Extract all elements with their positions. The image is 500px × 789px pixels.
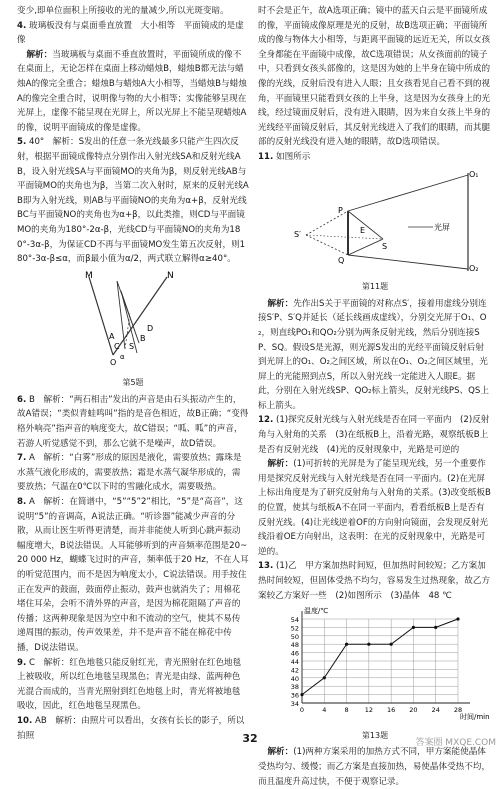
temperature-line bbox=[302, 619, 458, 695]
data-point bbox=[434, 626, 437, 629]
fig11-label-o1: O₁ bbox=[469, 169, 479, 179]
mirror-screen-diagram bbox=[258, 167, 492, 275]
y-tick-label: 46 bbox=[290, 649, 299, 658]
fig11-label-o2: O₂ bbox=[469, 263, 479, 273]
x-tick-label: 24 bbox=[431, 706, 440, 715]
page-number: 32 bbox=[242, 732, 258, 745]
item-text: 如图所示 bbox=[275, 151, 311, 162]
x-tick-label: 16 bbox=[387, 706, 396, 715]
explanation-label: 解析： bbox=[267, 459, 294, 470]
figure-11 bbox=[258, 167, 492, 295]
explanation bbox=[258, 457, 492, 559]
item-text: 玻璃板没有与桌面垂直放置 大小相等 平面镜成的是虚像 bbox=[17, 20, 244, 46]
explanation-label: 解析： bbox=[267, 298, 294, 309]
fig11-label-q: Q bbox=[338, 255, 345, 265]
answer-item bbox=[17, 495, 249, 656]
fig5-label-d: D bbox=[147, 323, 154, 333]
paragraph-continued: 变少,即单位面积上所接收的光的量减少,所以光斑变暗。 bbox=[17, 6, 229, 16]
fig11-screen-label: 光屏 bbox=[434, 222, 450, 232]
item-text: A 解析：在简谱中，“5”“5”2”相比，“5”是“高音”，这说明“5”的音调高，A说法正确。“听诊器”能减少声音的分散，从而让医生听得更清楚，而并非能使人听到心跳声振动幅度增大，B说法错误。人耳能够听到的声音频率范围是20~20 000 Hz，蝴蝶飞过时的声音，频率低于20 Hz，不在人耳的听觉范围内，而不是因为响度太小，C说法错误。用手按住正在发声的鼓面，鼓面停止振动，鼓声也就消失了；用棉花堵住耳朵，会听不清外界的声音，是因为棉花阻隔了声音的传播；这两种现象是因为空中和不流动的空气，使其不易传递周围的振动，传声效果差，并不是声音不能在棉花中传播，D说法错误。 bbox=[17, 497, 249, 653]
answer-item bbox=[17, 19, 249, 48]
explanation-text: (1)可折转的光屏是为了能呈现光线，另一个重要作用是探究反射光线与入射光线是否在同一平面内。(2)在光屏上标出角度是为了研究反射角与入射角的关系。(3)改变纸板B的位置，使其与纸板A不在同一平面内，看看纸板B上是否有反射光线。(4)让光线逆着OF的方向射向镜面，会发现反射光线沿着OE方向射出，这表明：在光的反射现象中，光路是可逆的。 bbox=[258, 459, 491, 557]
figure-13 bbox=[258, 605, 492, 743]
item-number: 7. bbox=[17, 453, 27, 464]
explanation-label: 解析： bbox=[267, 747, 294, 758]
y-tick-label: 48 bbox=[290, 641, 299, 650]
fig5-label-o: O bbox=[110, 357, 117, 367]
explanation-label: 解析： bbox=[26, 49, 53, 60]
answer-item bbox=[17, 393, 249, 451]
mirror-diagram bbox=[17, 269, 249, 371]
fig5-label-m: M bbox=[85, 270, 93, 281]
y-tick-label: 52 bbox=[290, 624, 299, 633]
answer-item bbox=[258, 150, 492, 165]
data-point bbox=[412, 626, 415, 629]
explanation bbox=[258, 297, 492, 414]
x-tick-label: 4 bbox=[322, 706, 327, 715]
temperature-chart bbox=[258, 605, 492, 723]
answer-item bbox=[258, 559, 492, 603]
item-number: 5. bbox=[17, 137, 27, 148]
y-axis-label: 温度/℃ bbox=[304, 607, 329, 616]
fig11-label-p: P bbox=[338, 205, 343, 215]
y-tick-label: 36 bbox=[290, 691, 299, 700]
explanation-text: (1)两种方案采用的加热方式不同，甲方案能使晶体受热均匀、缓慢；而乙方案是直接加热，易使晶体受热不均，而且温度升高过快，不便于观察记录。 bbox=[258, 747, 491, 787]
watermark: 答案圈 MXQE.COM bbox=[415, 738, 496, 748]
item-text: B 解析：“两石相击”发出的声音是由石头振动产生的，故A错误；“类似青蛙鸣叫”指的是音色相近，故B正确；“变得格外响亮”指声音的响度变大，故C错误；“呱、呱”的声音，若游人听觉感觉不到，那么它就不是噪声，故D错误。 bbox=[17, 394, 249, 449]
data-point bbox=[300, 693, 303, 696]
item-number: 9. bbox=[17, 657, 27, 668]
fig11-label-s: S bbox=[382, 241, 388, 251]
data-point bbox=[367, 643, 370, 646]
item-text: (1)乙 甲方案加热时间短，但加热时间较短；乙方案加热时间较短，但固体受热不均匀，容易发生过热现象，故乙方案较乙方案好一些 (2)如图所示 (3)晶体 48 ℃ bbox=[258, 561, 491, 601]
x-axis-label: 时间/min bbox=[460, 713, 490, 722]
x-tick-label: 0 bbox=[299, 706, 305, 715]
item-number: 10. bbox=[17, 715, 33, 726]
figure-5 bbox=[17, 269, 249, 391]
item-number: 11. bbox=[258, 151, 274, 162]
fig5-label-s: S bbox=[129, 341, 135, 351]
left-column bbox=[17, 4, 249, 743]
figure-11-caption: 第11题 bbox=[361, 282, 389, 292]
right-column bbox=[258, 4, 492, 789]
explanation bbox=[258, 745, 492, 789]
y-tick-label: 42 bbox=[290, 666, 299, 675]
y-tick-label: 54 bbox=[290, 616, 299, 625]
item-number: 8. bbox=[17, 497, 27, 508]
fig5-label-c: C bbox=[114, 341, 120, 351]
data-point bbox=[323, 676, 326, 679]
fig5-label-alpha: α bbox=[120, 352, 125, 361]
answer-item bbox=[17, 656, 249, 714]
item-number: 13. bbox=[258, 561, 274, 572]
paragraph-continued: 时不会是正午，故A选项正确；镜中的蓝天白云是平面镜所成的像，平面镜成像原理是光的反射，故B选项正确；平面镜所成的像与物体大小相等，与距离平面镜的远近无关，所以女孩全身都能在平面镜中成像，故C选项错误；从女孩面前的镜子中，只看到女孩头部像的，这是因为她的上半身在镜中所成的像的光线，反射后没有进入人眼；且女孩看见自己看不到的视角，平面镜里只能看到女孩的上半身，这是因为女孩身上的光线，经过镜面反射后，没有进入眼睛，因为来自女孩上半身的光线经平面镜反射后，其反射光线进入了我们的眼睛，而其腿部的反射光线没有进入她的眼睛，故D选项错误。 bbox=[258, 6, 491, 148]
x-tick-label: 20 bbox=[409, 706, 418, 715]
y-tick-label: 50 bbox=[290, 632, 299, 641]
figure-5-caption: 第5题 bbox=[122, 378, 144, 388]
item-text: 40° 解析：S发出的任意一条光线最多只能产生四次反射，根据平面镜成像特点分别作出入射光线SA和反射光线AB，设入射光线SA与平面镜MO的夹角为β，则反射光线AB与平面镜MO的夹角也为β，当第二次入射时，原来的反射光线AB即为入射光线，则AB与平面镜NO的夹角为α+β，反射光线BC与平面镜NO的夹角也为α+β，以此类推，则CD与平面镜MO的夹角为180°-2α-β，光线CD与平面镜NO的夹角为180°-3α-β，为保证CD不再与平面镜MO发生第五次反射，则180°-3α-β≤α，而β最小值为α/2，两式联立解得α≥40°。 bbox=[17, 137, 249, 265]
explanation-text: 先作出S关于平面镜的对称点S′，接着用虚线分别连接S′P、S′Q并延长（延长线画成虚线），分别交光屏于O₁、O₂，则直线PO₁和QO₂分别为两条反射光线，然后分别连接SP、SQ。假设S是光源，则光源S发出的光经平面镜反射后射到光屏上的O₁、O₂之间区域，所以在O₁、O₂之间区域里，光屏上的光能照到点S，所以入射光线一定能进入人眼E。据此，分别在入射光线SP、QO₂标上箭头，反射光线PS、QS上标上箭头。 bbox=[258, 298, 489, 411]
item-text: (1)探究反射光线与入射光线是否在同一平面内 (2)反射角与入射角的关系 (3)在纸板B上，沿着光路，观察纸板B上是否有反射光线 (4)光的反射现象中，光路是可逆的 bbox=[258, 415, 490, 455]
item-number: 12. bbox=[258, 415, 274, 426]
y-tick-label: 34 bbox=[290, 700, 299, 709]
data-point bbox=[390, 643, 393, 646]
data-point bbox=[456, 618, 459, 621]
fig5-label-n: N bbox=[167, 270, 174, 281]
item-number: 4. bbox=[17, 20, 27, 31]
item-text: A 解析：“白雾”形成的原因是液化，需要放热；露珠是水蒸气液化形成的，需要放热；霜是水蒸气凝华形成的，需要放热；气温在0℃以下时的雪融化成水，需要吸热。 bbox=[17, 453, 242, 493]
item-number: 6. bbox=[17, 394, 27, 405]
figure-13-caption: 第13题 bbox=[361, 730, 389, 740]
answer-item bbox=[17, 451, 249, 495]
item-text: C 解析：红色地毯只能反射红光，青光照射在红色地毯上被吸收，所以红色地毯呈现黑色；青光是由绿、蓝两种色光混合而成的，当青光照射到红色地毯上时，青光将被地毯吸收，因此，红色地毯呈现黑色。 bbox=[17, 657, 242, 712]
fig11-label-s-prime: S′ bbox=[294, 229, 301, 239]
x-tick-label: 28 bbox=[453, 706, 463, 715]
x-tick-label: 8 bbox=[344, 706, 349, 715]
fig5-label-a: A bbox=[109, 331, 115, 341]
x-tick-label: 12 bbox=[364, 706, 373, 715]
y-tick-label: 40 bbox=[290, 674, 299, 683]
answer-item bbox=[17, 135, 249, 266]
data-point bbox=[345, 643, 348, 646]
item-text: AB 解析：由照片可以看出，女孩有长长的影子，所以拍照 bbox=[17, 715, 245, 741]
explanation bbox=[17, 48, 249, 136]
explanation-text: 当玻璃板与桌面不垂直放置时，平面镜所成的像不在桌面上，无论怎样在桌面上移动蜡烛B，蜡烛B都无法与蜡烛A的像完全重合；蜡烛B与蜡烛A大小相等，当蜡烛B与蜡烛A的像完全重合时，说明像与物的大小相等；实像能够呈现在光屏上，虚像不能呈现在光屏上，所以光屏上不能呈现蜡烛A的像，说明平面镜成的像是虚像。 bbox=[17, 49, 247, 133]
y-tick-label: 44 bbox=[290, 658, 299, 667]
answer-item bbox=[258, 413, 492, 457]
fig5-label-b: B bbox=[140, 333, 146, 343]
y-tick-label: 38 bbox=[290, 683, 299, 692]
fig11-label-e: E bbox=[360, 225, 366, 235]
